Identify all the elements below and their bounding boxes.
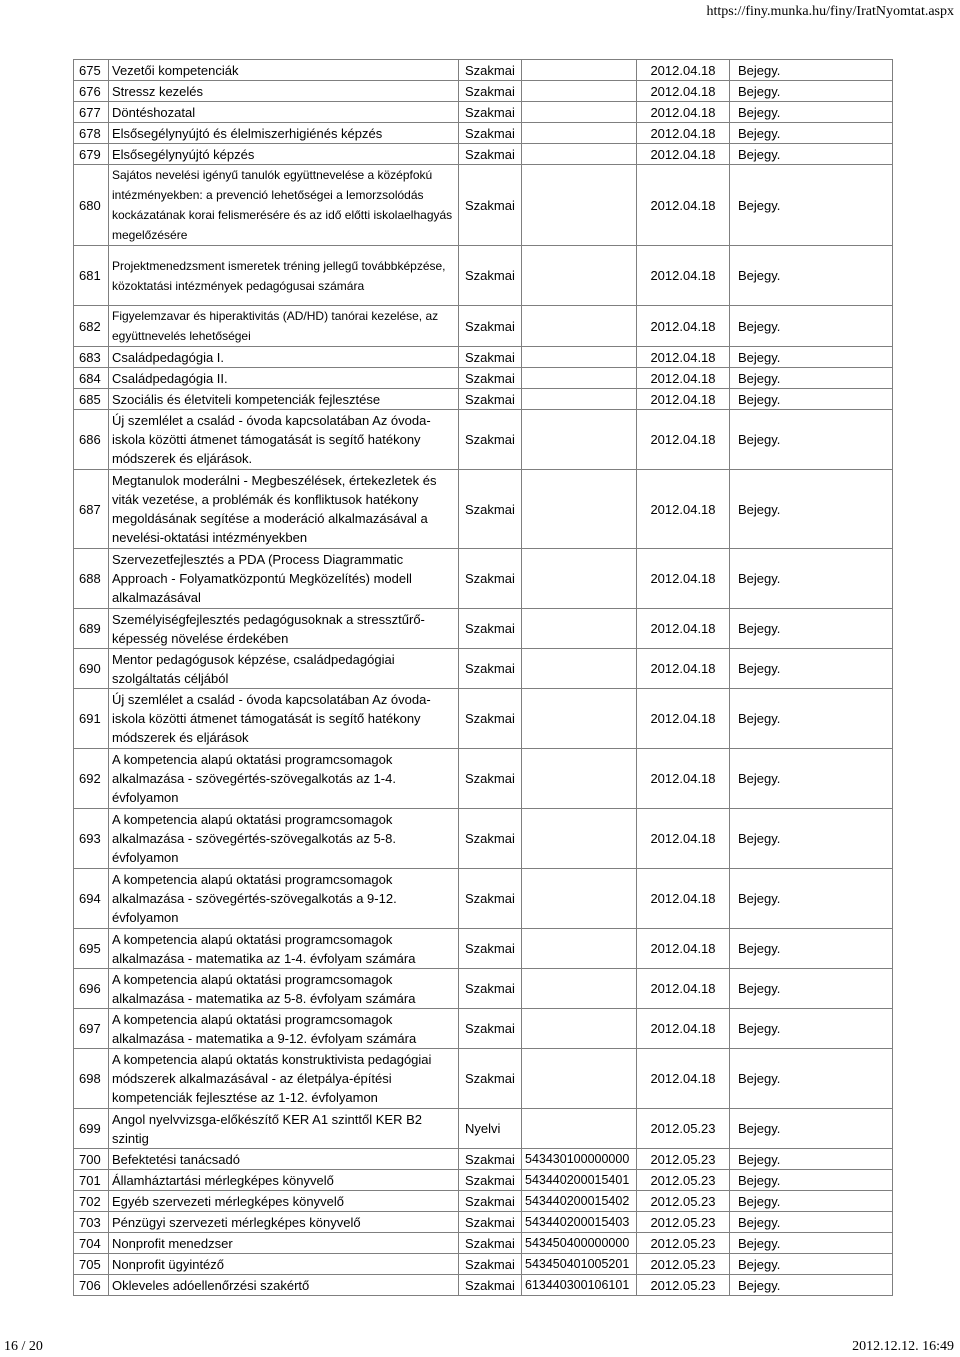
- print-datetime: 2012.12.12. 16:49: [852, 1339, 954, 1354]
- table-row: [74, 809, 893, 869]
- table-row: [74, 389, 893, 410]
- course-name: Nonprofit menedzser: [109, 1233, 459, 1254]
- registration-status: Bejegy.: [730, 347, 893, 368]
- row-number: 688: [74, 549, 109, 609]
- course-type: Szakmai: [459, 749, 522, 809]
- course-type: Szakmai: [459, 929, 522, 969]
- course-code: 613440300106101: [522, 1275, 637, 1296]
- course-type: Szakmai: [459, 123, 522, 144]
- row-number: 675: [74, 60, 109, 81]
- course-code: [522, 165, 637, 246]
- page-footer: [0, 1339, 960, 1355]
- course-code: [522, 389, 637, 410]
- course-name: Vezetői kompetenciák: [109, 60, 459, 81]
- row-number: 676: [74, 81, 109, 102]
- registration-status: Bejegy.: [730, 869, 893, 929]
- course-name: A kompetencia alapú oktatási programcsomagok alkalmazása - szövegértés-szövegalkotás az 1-4. évfolyamon: [109, 749, 459, 809]
- course-name: A kompetencia alapú oktatás konstruktivista pedagógiai módszerek alkalmazásával - az életpálya-építési kompetenciák fejlesztése az 1-12. évfolyamon: [109, 1049, 459, 1109]
- registration-date: 2012.05.23: [637, 1191, 730, 1212]
- row-number: 678: [74, 123, 109, 144]
- course-code: [522, 549, 637, 609]
- course-type: Szakmai: [459, 306, 522, 347]
- registration-date: 2012.04.18: [637, 165, 730, 246]
- course-type: Szakmai: [459, 549, 522, 609]
- row-number: 704: [74, 1233, 109, 1254]
- table-row: [74, 689, 893, 749]
- registration-status: Bejegy.: [730, 470, 893, 549]
- table-row: [74, 306, 893, 347]
- table-row: [74, 1049, 893, 1109]
- registration-date: 2012.04.18: [637, 144, 730, 165]
- registration-status: Bejegy.: [730, 410, 893, 470]
- table-row: [74, 81, 893, 102]
- table-row: [74, 1212, 893, 1233]
- course-name: [109, 306, 459, 347]
- table-row: [74, 470, 893, 549]
- row-number: 691: [74, 689, 109, 749]
- registration-status: Bejegy.: [730, 1170, 893, 1191]
- course-name: Befektetési tanácsadó: [109, 1149, 459, 1170]
- course-type: Szakmai: [459, 347, 522, 368]
- registration-date: 2012.04.18: [637, 549, 730, 609]
- registration-date: 2012.05.23: [637, 1212, 730, 1233]
- registration-date: 2012.04.18: [637, 969, 730, 1009]
- course-name: Megtanulok moderálni - Megbeszélések, értekezletek és viták vezetése, a problémák és konfliktusok hatékony megoldásának segítése a moderáció alkalmazásával a nevelési-oktatási intézményekben: [109, 470, 459, 549]
- course-code: 543440200015401: [522, 1170, 637, 1191]
- registration-status: Bejegy.: [730, 1191, 893, 1212]
- row-number: 698: [74, 1049, 109, 1109]
- course-code: 543430100000000: [522, 1149, 637, 1170]
- registration-status: Bejegy.: [730, 1009, 893, 1049]
- course-code: 543440200015402: [522, 1191, 637, 1212]
- table-row: [74, 1149, 893, 1170]
- table-row: [74, 1233, 893, 1254]
- course-type: Szakmai: [459, 1275, 522, 1296]
- course-name: Stressz kezelés: [109, 81, 459, 102]
- registration-status: Bejegy.: [730, 165, 893, 246]
- course-code: [522, 1049, 637, 1109]
- registration-status: Bejegy.: [730, 649, 893, 689]
- registration-status: Bejegy.: [730, 81, 893, 102]
- table-row: [74, 969, 893, 1009]
- registration-date: 2012.04.18: [637, 809, 730, 869]
- table-row: [74, 347, 893, 368]
- registration-status: Bejegy.: [730, 1149, 893, 1170]
- row-number: 696: [74, 969, 109, 1009]
- course-code: [522, 306, 637, 347]
- registration-status: Bejegy.: [730, 102, 893, 123]
- course-type: Szakmai: [459, 649, 522, 689]
- course-type: Szakmai: [459, 81, 522, 102]
- registration-status: Bejegy.: [730, 123, 893, 144]
- registration-status: Bejegy.: [730, 144, 893, 165]
- table-row: [74, 649, 893, 689]
- row-number: 693: [74, 809, 109, 869]
- course-name: Okleveles adóellenőrzési szakértő: [109, 1275, 459, 1296]
- registration-date: 2012.05.23: [637, 1149, 730, 1170]
- row-number: 680: [74, 165, 109, 246]
- row-number: 706: [74, 1275, 109, 1296]
- course-type: Szakmai: [459, 1170, 522, 1191]
- registration-date: 2012.04.18: [637, 60, 730, 81]
- registration-date: 2012.05.23: [637, 1275, 730, 1296]
- course-name: A kompetencia alapú oktatási programcsomagok alkalmazása - matematika az 1-4. évfolyam számára: [109, 929, 459, 969]
- course-name: Új szemlélet a család - óvoda kapcsolatában Az óvoda-iskola közötti átmenet támogatását is segítő hatékony módszerek és eljárások.: [109, 410, 459, 470]
- course-code: [522, 1009, 637, 1049]
- registration-status: Bejegy.: [730, 929, 893, 969]
- table-row: [74, 144, 893, 165]
- registration-status: Bejegy.: [730, 549, 893, 609]
- table-row: [74, 929, 893, 969]
- course-name: Szervezetfejlesztés a PDA (Process Diagrammatic Approach - Folyamatközpontú Megközelítés) modell alkalmazásával: [109, 549, 459, 609]
- course-name: [109, 165, 459, 246]
- registration-date: 2012.04.18: [637, 649, 730, 689]
- registration-status: Bejegy.: [730, 1049, 893, 1109]
- table-row: [74, 410, 893, 470]
- page-number: 16 / 20: [4, 1339, 43, 1354]
- course-name: Angol nyelvvizsga-előkészítő KER A1 szinttől KER B2 szintig: [109, 1109, 459, 1149]
- course-name: [109, 246, 459, 306]
- course-type: Szakmai: [459, 144, 522, 165]
- row-number: 683: [74, 347, 109, 368]
- registration-date: 2012.04.18: [637, 306, 730, 347]
- table-row: [74, 1191, 893, 1212]
- course-code: [522, 1109, 637, 1149]
- course-code: [522, 609, 637, 649]
- registration-date: 2012.04.18: [637, 102, 730, 123]
- course-type: Szakmai: [459, 1191, 522, 1212]
- table-row: [74, 102, 893, 123]
- course-type: Szakmai: [459, 1149, 522, 1170]
- course-table-body: [74, 60, 893, 1296]
- registration-date: 2012.04.18: [637, 1009, 730, 1049]
- registration-date: 2012.04.18: [637, 246, 730, 306]
- registration-status: Bejegy.: [730, 60, 893, 81]
- table-row: [74, 246, 893, 306]
- registration-date: 2012.05.23: [637, 1233, 730, 1254]
- course-name: Egyéb szervezeti mérlegképes könyvelő: [109, 1191, 459, 1212]
- registration-date: 2012.04.18: [637, 929, 730, 969]
- course-type: Szakmai: [459, 1233, 522, 1254]
- registration-status: Bejegy.: [730, 1233, 893, 1254]
- registration-status: Bejegy.: [730, 609, 893, 649]
- row-number: 686: [74, 410, 109, 470]
- course-code: [522, 869, 637, 929]
- course-name: Pénzügyi szervezeti mérlegképes könyvelő: [109, 1212, 459, 1233]
- course-name: Mentor pedagógusok képzése, családpedagógiai szolgáltatás céljából: [109, 649, 459, 689]
- registration-status: Bejegy.: [730, 1254, 893, 1275]
- table-row: [74, 749, 893, 809]
- table-row: [74, 1009, 893, 1049]
- course-name-text: Sajátos nevelési igényű tanulók együttnevelése a középfokú intézményekben: a prevenció lehetőségei a lemorzsolódás kockázatának korai felismerésére és az idő előtti iskolaelhagyás megelőzésére: [112, 168, 453, 242]
- registration-status: Bejegy.: [730, 306, 893, 347]
- registration-status: Bejegy.: [730, 809, 893, 869]
- table-row: [74, 1109, 893, 1149]
- table-row: [74, 609, 893, 649]
- row-number: 697: [74, 1009, 109, 1049]
- course-type: Szakmai: [459, 165, 522, 246]
- registration-date: 2012.04.18: [637, 749, 730, 809]
- table-row: [74, 60, 893, 81]
- registration-date: 2012.04.18: [637, 123, 730, 144]
- row-number: 695: [74, 929, 109, 969]
- course-type: Nyelvi: [459, 1109, 522, 1149]
- course-code: [522, 929, 637, 969]
- row-number: 694: [74, 869, 109, 929]
- registration-date: 2012.05.23: [637, 1109, 730, 1149]
- course-name: Döntéshozatal: [109, 102, 459, 123]
- row-number: 705: [74, 1254, 109, 1275]
- table-row: [74, 123, 893, 144]
- course-code: [522, 60, 637, 81]
- course-type: Szakmai: [459, 809, 522, 869]
- course-code: 543440200015403: [522, 1212, 637, 1233]
- row-number: 681: [74, 246, 109, 306]
- registration-date: 2012.04.18: [637, 1049, 730, 1109]
- course-name: A kompetencia alapú oktatási programcsomagok alkalmazása - szövegértés-szövegalkotás az 5-8. évfolyamon: [109, 809, 459, 869]
- row-number: 682: [74, 306, 109, 347]
- registration-date: 2012.04.18: [637, 470, 730, 549]
- course-name: Elsősegélynyújtó és élelmiszerhigiénés képzés: [109, 123, 459, 144]
- registration-date: 2012.04.18: [637, 347, 730, 368]
- course-code: [522, 410, 637, 470]
- registration-status: Bejegy.: [730, 749, 893, 809]
- course-name: Családpedagógia I.: [109, 347, 459, 368]
- row-number: 679: [74, 144, 109, 165]
- registration-status: Bejegy.: [730, 368, 893, 389]
- course-code: [522, 368, 637, 389]
- registration-status: Bejegy.: [730, 1275, 893, 1296]
- registration-date: 2012.04.18: [637, 609, 730, 649]
- registration-date: 2012.04.18: [637, 689, 730, 749]
- row-number: 702: [74, 1191, 109, 1212]
- course-name: A kompetencia alapú oktatási programcsomagok alkalmazása - szövegértés-szövegalkotás a 9-12. évfolyamon: [109, 869, 459, 929]
- table-row: [74, 869, 893, 929]
- registration-date: 2012.05.23: [637, 1170, 730, 1191]
- course-type: Szakmai: [459, 246, 522, 306]
- course-type: Szakmai: [459, 389, 522, 410]
- registration-status: Bejegy.: [730, 1109, 893, 1149]
- course-code: [522, 123, 637, 144]
- registration-status: Bejegy.: [730, 969, 893, 1009]
- course-name: Nonprofit ügyintéző: [109, 1254, 459, 1275]
- course-code: [522, 969, 637, 1009]
- course-type: Szakmai: [459, 368, 522, 389]
- course-type: Szakmai: [459, 1049, 522, 1109]
- row-number: 685: [74, 389, 109, 410]
- row-number: 699: [74, 1109, 109, 1149]
- course-code: [522, 649, 637, 689]
- course-type: Szakmai: [459, 410, 522, 470]
- course-code: 543450401005201: [522, 1254, 637, 1275]
- course-code: [522, 809, 637, 869]
- course-type: Szakmai: [459, 609, 522, 649]
- course-code: [522, 246, 637, 306]
- registration-status: Bejegy.: [730, 1212, 893, 1233]
- course-code: [522, 749, 637, 809]
- course-code: [522, 347, 637, 368]
- course-name-text: Projektmenedzsment ismeretek tréning jellegű továbbképzése, közoktatási intézmények pedagógusai számára: [112, 258, 446, 293]
- course-table: [73, 59, 893, 1296]
- course-type: Szakmai: [459, 60, 522, 81]
- table-row: [74, 368, 893, 389]
- course-name: Elsősegélynyújtó képzés: [109, 144, 459, 165]
- course-type: Szakmai: [459, 689, 522, 749]
- registration-status: Bejegy.: [730, 389, 893, 410]
- table-row: [74, 165, 893, 246]
- table-row: [74, 549, 893, 609]
- course-type: Szakmai: [459, 1212, 522, 1233]
- row-number: 677: [74, 102, 109, 123]
- row-number: 689: [74, 609, 109, 649]
- course-name-text: Figyelemzavar és hiperaktivitás (AD/HD) tanórai kezelése, az együttnevelés lehetőségei: [112, 309, 439, 343]
- registration-date: 2012.05.23: [637, 1254, 730, 1275]
- course-code: 543450400000000: [522, 1233, 637, 1254]
- course-name: Szociális és életviteli kompetenciák fejlesztése: [109, 389, 459, 410]
- course-name: Államháztartási mérlegképes könyvelő: [109, 1170, 459, 1191]
- course-name: A kompetencia alapú oktatási programcsomagok alkalmazása - matematika az 5-8. évfolyam számára: [109, 969, 459, 1009]
- table-row: [74, 1275, 893, 1296]
- course-code: [522, 102, 637, 123]
- course-name: Személyiségfejlesztés pedagógusoknak a stressztűrő-képesség növelése érdekében: [109, 609, 459, 649]
- course-name: A kompetencia alapú oktatási programcsomagok alkalmazása - matematika a 9-12. évfolyam számára: [109, 1009, 459, 1049]
- row-number: 684: [74, 368, 109, 389]
- page-url: https://finy.munka.hu/finy/IratNyomtat.aspx: [706, 4, 954, 19]
- course-code: [522, 689, 637, 749]
- table-row: [74, 1254, 893, 1275]
- course-code: [522, 144, 637, 165]
- registration-date: 2012.04.18: [637, 869, 730, 929]
- course-code: [522, 470, 637, 549]
- row-number: 692: [74, 749, 109, 809]
- row-number: 703: [74, 1212, 109, 1233]
- course-type: Szakmai: [459, 969, 522, 1009]
- row-number: 690: [74, 649, 109, 689]
- course-name: Családpedagógia II.: [109, 368, 459, 389]
- course-type: Szakmai: [459, 102, 522, 123]
- course-code: [522, 81, 637, 102]
- course-type: Szakmai: [459, 1009, 522, 1049]
- registration-status: Bejegy.: [730, 689, 893, 749]
- registration-date: 2012.04.18: [637, 389, 730, 410]
- row-number: 700: [74, 1149, 109, 1170]
- registration-date: 2012.04.18: [637, 368, 730, 389]
- row-number: 701: [74, 1170, 109, 1191]
- registration-date: 2012.04.18: [637, 81, 730, 102]
- course-type: Szakmai: [459, 470, 522, 549]
- course-name: Új szemlélet a család - óvoda kapcsolatában Az óvoda-iskola közötti átmenet támogatását is segítő hatékony módszerek és eljárások: [109, 689, 459, 749]
- course-type: Szakmai: [459, 869, 522, 929]
- registration-status: Bejegy.: [730, 246, 893, 306]
- row-number: 687: [74, 470, 109, 549]
- table-row: [74, 1170, 893, 1191]
- course-type: Szakmai: [459, 1254, 522, 1275]
- registration-date: 2012.04.18: [637, 410, 730, 470]
